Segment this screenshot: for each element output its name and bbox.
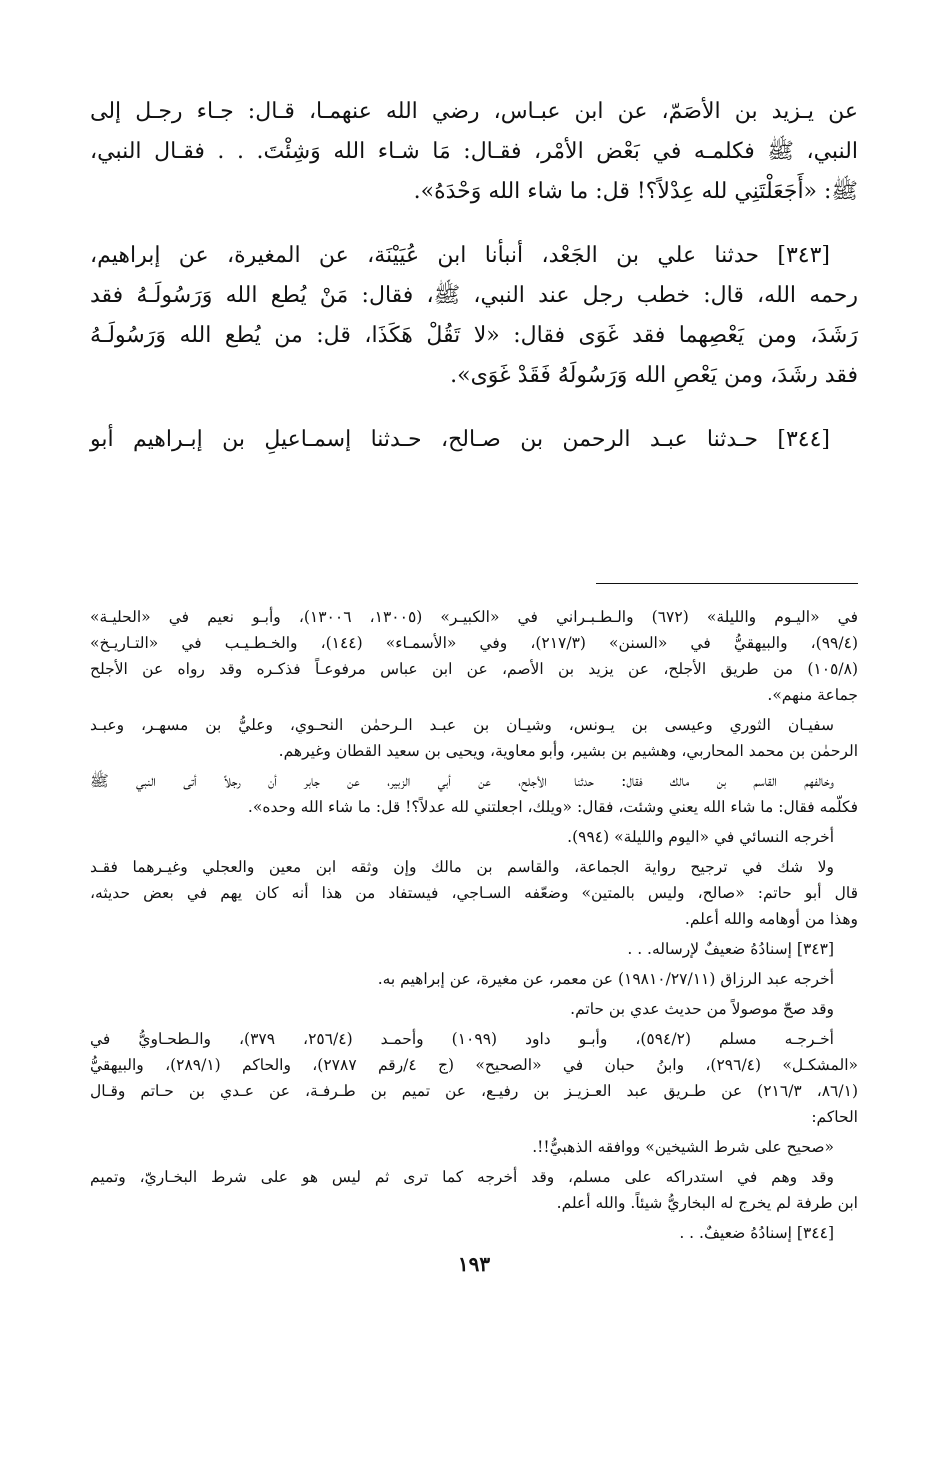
footnote-line: (٩٩/٤)، والبيهقيُّ في «السنن» (٢١٧/٣)، وفي «الأسمـاء» (١٤٤)، والخـطـيـب في «التـاريـخ»	[90, 634, 858, 652]
text-line: رَشَدَ، ومن يَعْصِهما فقد غَوَى فقال: «لا تَقُلْ هَكَذَا، قل: من يُطع الله وَرَسُولَـهُ	[90, 323, 858, 348]
text-line: النبي، ﷺ فكلمـه في بَعْض الأمْر، فقـال: مَا شـاء الله وَشِئْتَ. . . فقـال النبي،	[90, 139, 858, 164]
main-paragraph-1	[90, 92, 858, 212]
main-paragraph-343	[90, 236, 858, 396]
page-number: ١٩٣	[457, 1252, 491, 1276]
footnote-paragraph	[90, 966, 858, 992]
footnote-line: (٨٦/١، ٢١٦/٣) عن طـريق عبد العـزيـز بن رفيـع، عن تميم بن طـرفـة، عن عـدي بن حـاتم وقـال	[90, 1082, 858, 1100]
footnote-line: [٣٤٣] إسنادُهُ ضعيفٌ لإرساله. . .	[627, 940, 834, 958]
footnote-line: الرحمٰن بن محمد المحاربي، وهشيم بن بشير، وأبو معاوية، ويحيى بن سعيد القطان وغيرهم.	[278, 742, 858, 760]
footnote-paragraph	[90, 824, 858, 850]
footnote-line: جماعة منهم».	[767, 686, 858, 704]
footnote-line: ولا شك في ترجيح رواية الجماعة، والقاسم بن مالك وإن وثقه ابن معين والعجلي وغيـرهما فقـد	[90, 858, 834, 876]
footnote-line: فكلّمه فقال: ما شاء الله يعني وشئت، فقال: «ويلك، اجعلتني لله عدلاً؟! قل: ما شاء الله وحده».	[247, 798, 858, 816]
footnote-paragraph	[90, 1134, 858, 1160]
footnote-paragraph	[90, 854, 858, 932]
footnote-line: [٣٤٤] إسنادُهُ ضعيفٌ. . .	[679, 1224, 834, 1242]
text-line: عن يـزيد بن الأصَمّ، عن ابن عبـاس، رضي الله عنهمـا، قـال: جـاء رجـل إلى	[90, 99, 858, 124]
text-line: [٣٤٣] حدثنا علي بن الجَعْد، أنبأنا ابن عُيَيْنَة، عن المغيرة، عن إبراهيم،	[90, 243, 830, 268]
footnote-line: ابن طرفة لم يخرج له البخاريُّ شيئاً. والله أعلم.	[556, 1194, 858, 1212]
footnote-line: أخـرجـه مسلم (٥٩٤/٢)، وأبـو داود (١٠٩٩) وأحمـد (٢٥٦/٤، ٣٧٩)، والـطحـاويُّ في	[90, 1030, 834, 1048]
footnote-separator	[596, 583, 858, 584]
footnotes	[90, 604, 858, 1250]
footnote-line: في «اليـوم والليلة» (٦٧٢) والـطـبـراني في «الكبيـر» (١٣٠٠٥، ١٣٠٠٦)، وأبـو نعيم في «الحليـة»	[90, 608, 858, 626]
footnote-line: أخرجه النسائي في «اليوم والليلة» (٩٩٤).	[567, 828, 834, 846]
text-line: رحمه الله، قال: خطب رجل عند النبي، ﷺ، فقال: مَنْ يُطع الله وَرَسُولَـهُ فقد	[90, 283, 858, 308]
footnote-line: سفيـان الثوري وعيسى بن يـونس، وشيـان بن عبـد الـرحمٰن النحـوي، وعليُّ بن مسهـر، وعبـد	[90, 716, 834, 734]
footnote-line: «صحيح على شرط الشيخين» ووافقه الذهبيُّ!!.	[532, 1138, 834, 1156]
text-line: فقد رشَدَ، ومن يَعْصِ الله وَرَسُولَهُ فَقَدْ غَوَى».	[450, 363, 858, 388]
footnote-line: «المشكـل» (٢٩٦/٤)، وابنُ حبان في «الصحيح» (ج ٤/رقم ٢٧٨٧)، والحاكم (٢٨٩/١)، والبيهقيُّ	[90, 1056, 858, 1074]
footnote-line: وقد صحّ موصولاً من حديث عدي بن حاتم.	[570, 1000, 834, 1018]
main-text	[90, 92, 858, 460]
footnote-paragraph	[90, 768, 858, 820]
footnote-line: قال أبو حاتم: «صالح، وليس بالمتين» وضعّفه السـاجي، فيستفاد من هذا أنه كان يهم في بعض حديثه،	[90, 884, 858, 902]
footnote-line: الحاكم:	[811, 1108, 858, 1126]
footnote-paragraph	[90, 1220, 858, 1246]
footnote-line: وقد وهم في استدراكه على مسلم، وقد أخرجه كما ترى ثم ليس هو على شرط البخـاريّ، وتميم	[90, 1168, 834, 1186]
footnote-line: وهذا من أوهامه والله أعلم.	[684, 910, 858, 928]
footnote-paragraph	[90, 1164, 858, 1216]
text-line: [٣٤٤] حـدثنا عبـد الرحمن بن صـالح، حـدثنا إسمـاعيلِ بن إبـراهيم أبو	[90, 427, 830, 452]
footnote-paragraph	[90, 936, 858, 962]
footnote-paragraph	[90, 996, 858, 1022]
footnote-line: أخرجه عبد الرزاق (١٩٨١٠/٢٧/١١) عن معمر، عن مغيرة، عن إبراهيم به.	[377, 970, 834, 988]
footnote-paragraph	[90, 604, 858, 708]
footnote-paragraph	[90, 1026, 858, 1130]
main-paragraph-344	[90, 420, 858, 460]
footnote-paragraph	[90, 712, 858, 764]
book-page	[90, 92, 858, 1242]
text-line: ﷺ: «أَجَعَلْتَنِي لله عِدْلاً؟! قل: ما شاء الله وَحْدَهُ».	[413, 179, 858, 204]
footnote-line: (١٠٥/٨) من طريق الأجلح، عن يزيد بن الأصم، عن ابن عباس مرفوعـاً فذكـره وقد رواه عن الأجلح	[90, 660, 858, 678]
footnote-line: وخالفهم القاسم بن مالك فقال: حدثنا الأجلح، عن أبي الزبير، عن جابر أن رجلاً أتى النبي ﷺ	[90, 772, 834, 790]
